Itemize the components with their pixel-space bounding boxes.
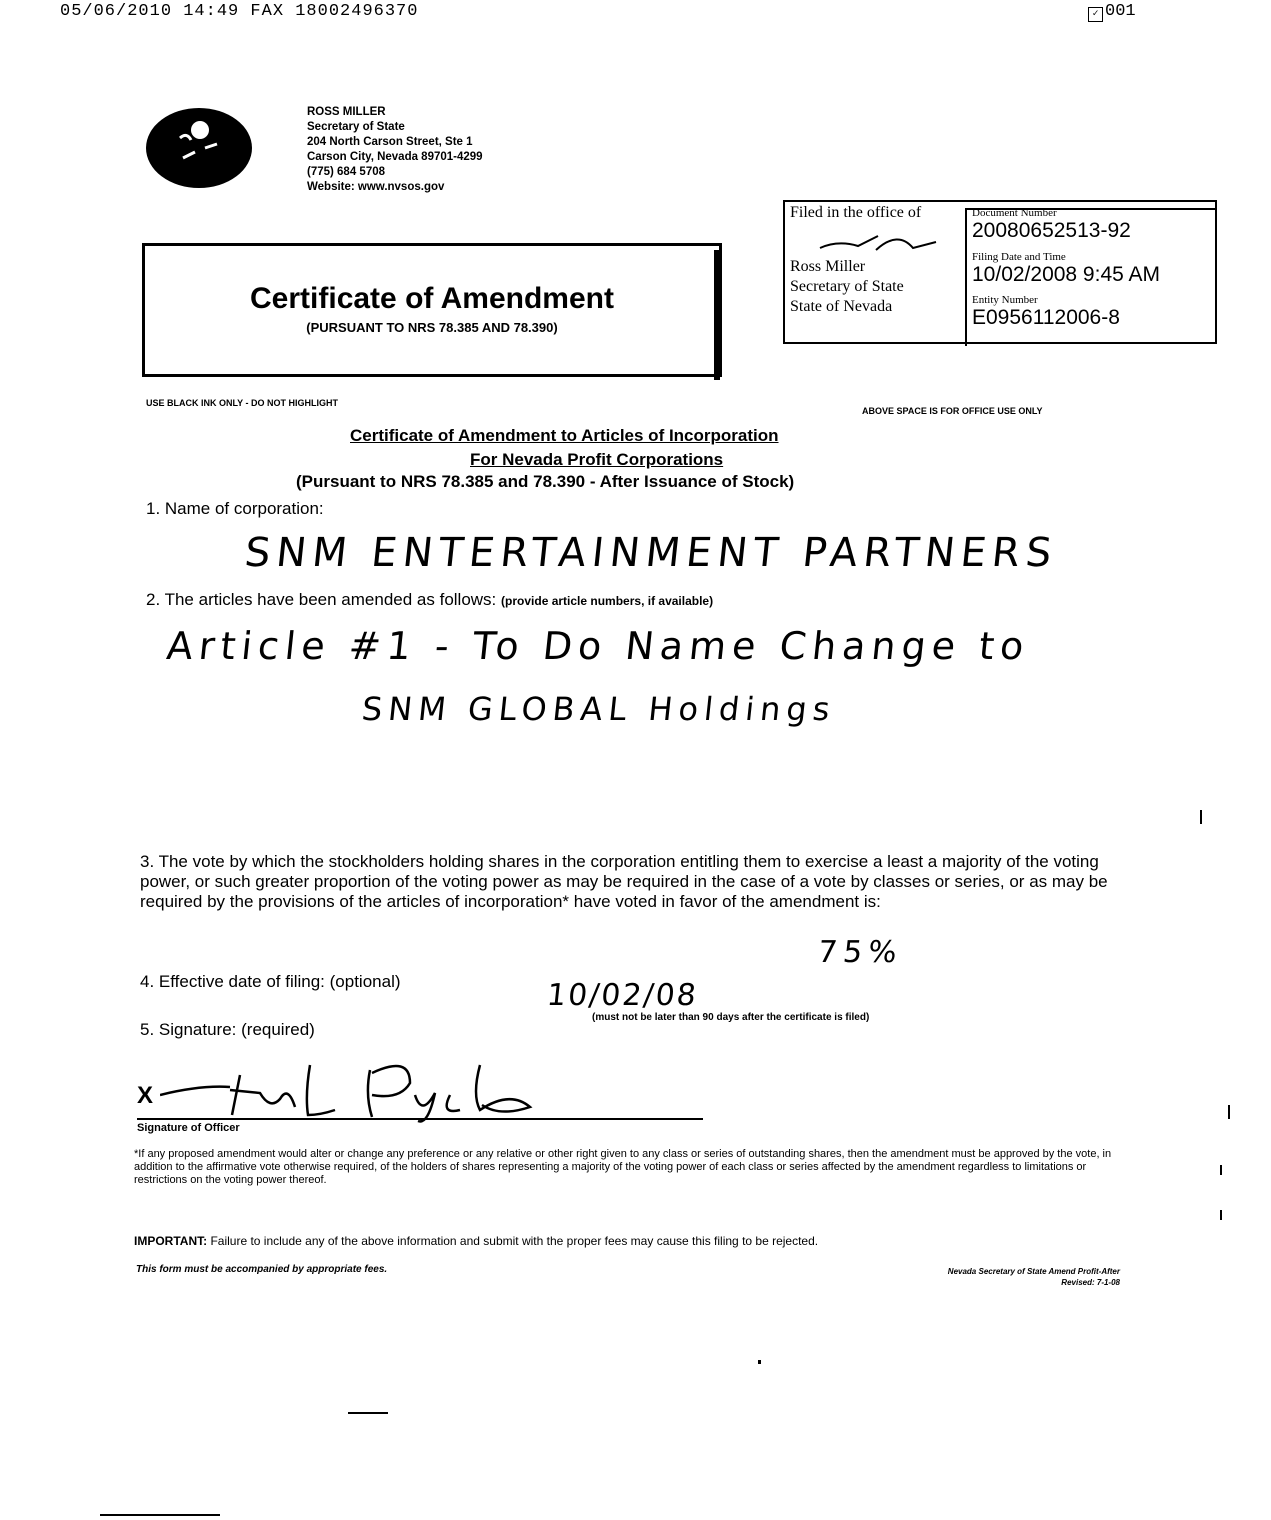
fax-page-number — [1088, 2, 1136, 22]
scan-speck — [1228, 1105, 1230, 1119]
secretary-title: Secretary of State — [307, 121, 405, 133]
effective-date-note: (must not be later than 90 days after the certificate is filed) — [592, 1012, 870, 1023]
doc-number-label: Document Number — [972, 207, 1057, 219]
entity-number-value: E0956112006-8 — [972, 306, 1120, 329]
signature-line — [137, 1118, 703, 1120]
secretary-phone: (775) 684 5708 — [307, 166, 386, 178]
scan-speck — [100, 1514, 220, 1516]
filing-date-label: Filing Date and Time — [972, 251, 1066, 263]
scan-speck — [348, 1412, 388, 1414]
effective-date-label: 4. Effective date of filing: (optional) — [140, 972, 401, 991]
filing-date-value: 10/02/2008 9:45 AM — [972, 263, 1160, 286]
important-label: IMPORTANT: — [134, 1234, 208, 1248]
form-heading-line1: Certificate of Amendment to Articles of Incorporation — [350, 426, 779, 445]
corporation-name-value: SNM ENTERTAINMENT PARTNERS — [242, 530, 1060, 576]
effective-date-value: 10/02/08 — [545, 978, 700, 1013]
form-heading-line3: (Pursuant to NRS 78.385 and 78.390 - After Issuance of Stock) — [296, 472, 795, 491]
amendment-footnote: *If any proposed amendment would alter or change any preference or any relative or other right given to any class or series of outstanding shares, then the amendment must be approved by the vote, in addition to the affirmative vote otherwise required, of the holders of shares representing a majority of the voting power of each class or series affected by the amendment regardless to limitations or restrictions on the voting power thereof. — [134, 1148, 1112, 1186]
seal-emblem-icon — [175, 118, 225, 168]
form-heading-line2: For Nevada Profit Corporations — [470, 450, 724, 469]
office-state: State of Nevada — [790, 298, 893, 315]
secretary-name: ROSS MILLER — [307, 106, 386, 118]
office-filed-in: Filed in the office of — [790, 204, 922, 221]
scan-speck — [758, 1360, 761, 1364]
signature-x-mark: X — [137, 1082, 154, 1109]
office-secretary-name: Ross Miller — [790, 258, 866, 275]
vote-statement: 3. The vote by which the stockholders holding shares in the corporation entitling them to exercise a least a majority of the voting power, or such greater proportion of the voting power as may be required in the case of a vote by classes or series, or as may be required by the provisions of the articles of incorporation* have voted in favor of the amendment is: — [140, 852, 1108, 911]
entity-number-label: Entity Number — [972, 294, 1038, 306]
signature-officer-label: Signature of Officer — [137, 1122, 240, 1134]
secretary-address1: 204 North Carson Street, Ste 1 — [307, 136, 473, 148]
form-id-line2: Revised: 7-1-08 — [1061, 1278, 1120, 1287]
fax-header: 05/06/2010 14:49 FAX 18002496370 — [60, 2, 419, 21]
fees-note: This form must be accompanied by appropriate fees. — [136, 1264, 388, 1275]
amendment-line2: SNM GLOBAL Holdings — [360, 690, 838, 728]
articles-amended-text: 2. The articles have been amended as follows: — [146, 590, 497, 609]
secretary-address-block — [307, 105, 483, 195]
articles-amended-note: (provide article numbers, if available) — [501, 594, 714, 608]
secretary-website: Website: www.nvsos.gov — [307, 181, 445, 193]
vote-percentage: 75% — [816, 935, 905, 970]
form-id-line1: Nevada Secretary of State Amend Profit-After — [947, 1267, 1120, 1276]
secretary-address2: Carson City, Nevada 89701-4299 — [307, 151, 483, 163]
fax-page-value: 001 — [1105, 2, 1136, 21]
doc-number-value: 20080652513-92 — [972, 219, 1131, 242]
certificate-subtitle: (PURSUANT TO NRS 78.385 AND 78.390) — [306, 320, 558, 335]
scan-speck — [1220, 1165, 1222, 1175]
check-icon: ✓ — [1088, 7, 1103, 22]
certificate-title: Certificate of Amendment — [250, 282, 614, 315]
important-text: Failure to include any of the above information and submit with the proper fees may cause this filing to be rejected. — [207, 1234, 819, 1248]
form-revision-id — [850, 1266, 1120, 1288]
entity-number-block — [972, 294, 1120, 330]
office-secretary-title: Secretary of State — [790, 278, 904, 295]
corporation-name-label: 1. Name of corporation: — [146, 499, 324, 518]
amendment-line1: Article #1 - To Do Name Change to — [164, 624, 1032, 668]
scan-speck — [1200, 810, 1202, 824]
filing-date-block — [972, 251, 1160, 287]
black-ink-note: USE BLACK INK ONLY - DO NOT HIGHLIGHT — [146, 398, 339, 408]
scan-speck — [1220, 1210, 1222, 1220]
office-filing-left — [790, 203, 921, 317]
doc-number-block — [972, 207, 1131, 243]
office-signature-mark — [818, 230, 938, 256]
officer-signature-mark — [160, 1055, 540, 1125]
important-notice — [134, 1234, 1134, 1248]
signature-label: 5. Signature: (required) — [140, 1020, 315, 1039]
office-use-note: ABOVE SPACE IS FOR OFFICE USE ONLY — [862, 406, 1043, 416]
articles-amended-label — [146, 590, 713, 610]
